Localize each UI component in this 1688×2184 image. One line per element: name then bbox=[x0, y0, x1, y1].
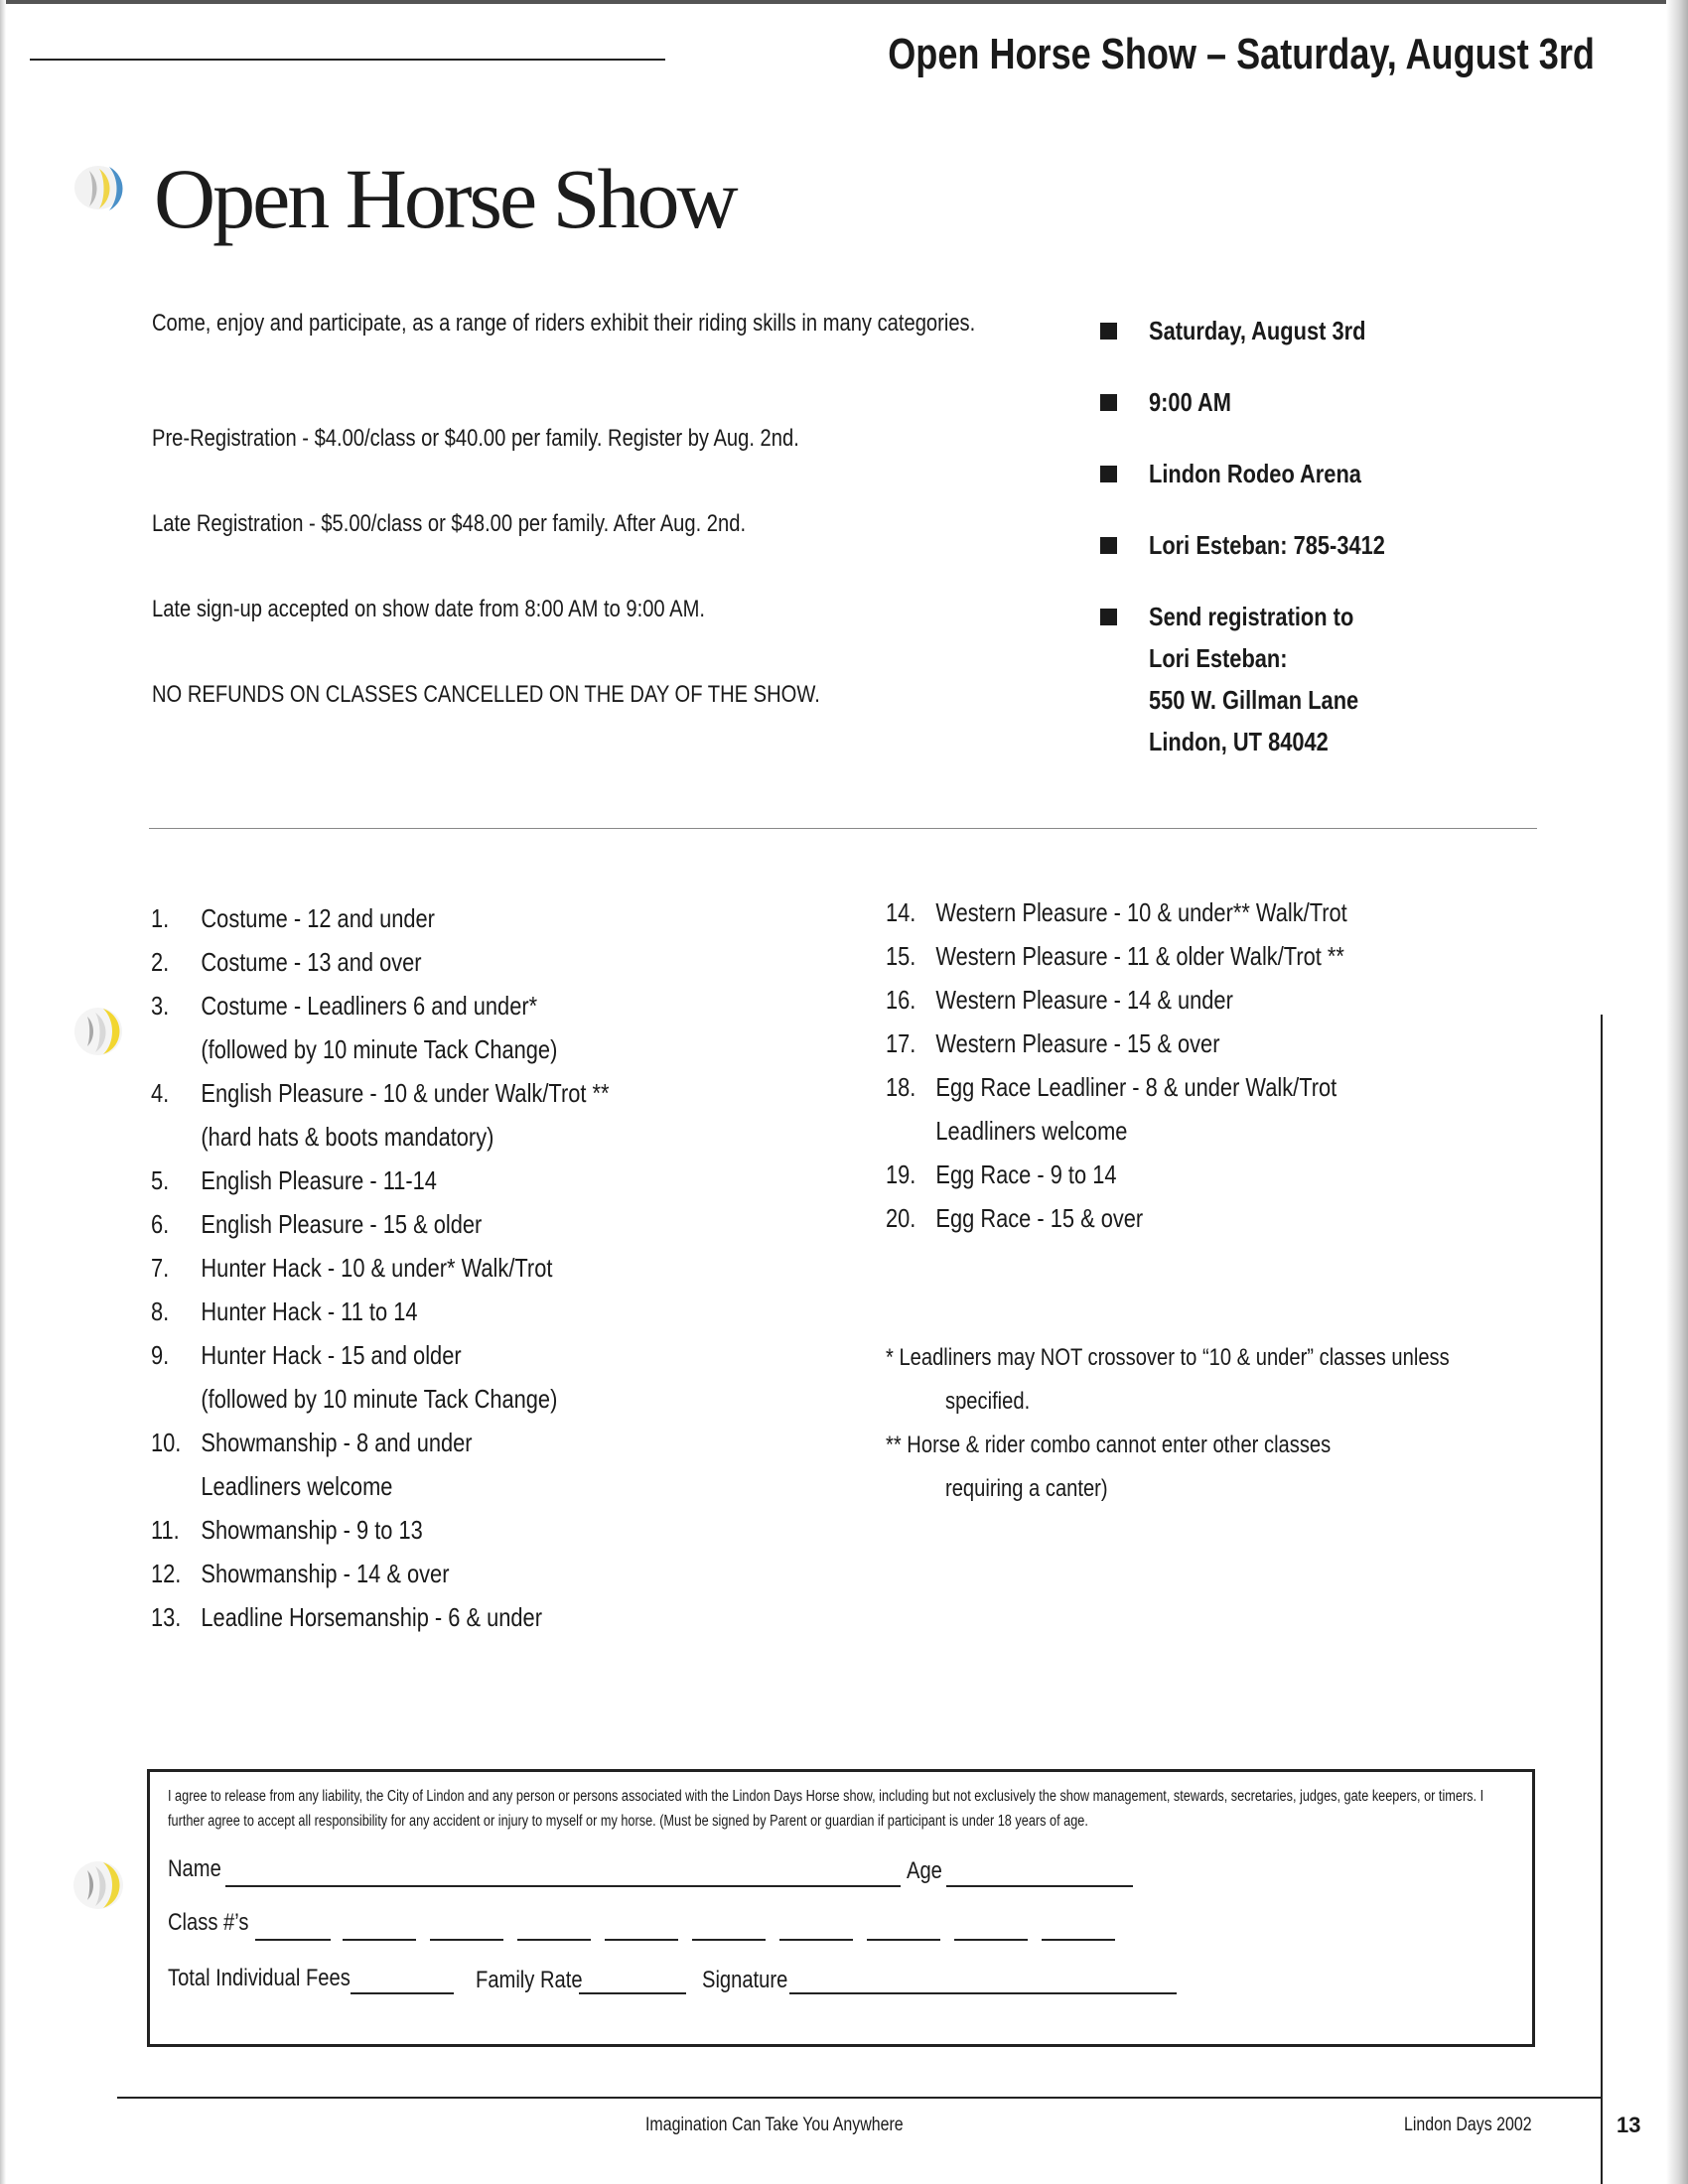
swirl-logo-icon bbox=[70, 1003, 127, 1060]
intro-description: Come, enjoy and participate, as a range of riders exhibit their riding skills in many categories. bbox=[152, 310, 976, 337]
class-numbers-label: Class #’s bbox=[168, 1909, 249, 1936]
class-description: Costume - 12 and under bbox=[201, 903, 435, 933]
registration-form bbox=[147, 1769, 1535, 2047]
info-contact: Lori Esteban: 785-3412 bbox=[1100, 530, 1430, 566]
class-item bbox=[151, 896, 489, 940]
class-description: English Pleasure - 10 & under Walk/Trot ** bbox=[201, 1078, 610, 1108]
class-number-field[interactable] bbox=[954, 1939, 1028, 1941]
class-item bbox=[151, 1552, 506, 1595]
class-description: (followed by 10 minute Tack Change) bbox=[201, 1384, 558, 1414]
class-description: Egg Race - 15 & over bbox=[935, 1203, 1144, 1233]
name-field[interactable] bbox=[225, 1885, 901, 1887]
class-item bbox=[151, 1290, 469, 1333]
page-number: 13 bbox=[1617, 2113, 1641, 2137]
scan-top-edge bbox=[0, 0, 1688, 4]
class-description: Leadliners welcome bbox=[201, 1471, 393, 1501]
class-description: Western Pleasure - 11 & older Walk/Trot ** bbox=[935, 941, 1344, 971]
class-number: 10. bbox=[151, 1428, 182, 1457]
section-divider bbox=[149, 828, 1537, 829]
class-number: 3. bbox=[151, 991, 170, 1021]
pre-registration-text: Pre-Registration - $4.00/class or $40.00 per family. Register by Aug. 2nd. bbox=[152, 425, 799, 452]
signature-label: Signature bbox=[702, 1967, 788, 1993]
class-description: Western Pleasure - 10 & under** Walk/Trot bbox=[935, 897, 1347, 927]
info-date: Saturday, August 3rd bbox=[1100, 316, 1407, 351]
class-description: Showmanship - 14 & over bbox=[201, 1559, 450, 1588]
class-number: 4. bbox=[151, 1078, 170, 1108]
class-number: 16. bbox=[886, 985, 916, 1015]
class-number-field[interactable] bbox=[779, 1939, 853, 1941]
class-number: 11. bbox=[151, 1515, 180, 1545]
no-refunds-text: NO REFUNDS ON CLASSES CANCELLED ON THE DAY OF THE SHOW. bbox=[152, 681, 820, 708]
class-number: 6. bbox=[151, 1209, 170, 1239]
class-description: Showmanship - 9 to 13 bbox=[201, 1515, 423, 1545]
class-item bbox=[151, 1508, 475, 1552]
square-bullet-icon bbox=[1100, 394, 1117, 411]
class-item bbox=[886, 934, 1432, 978]
class-description: Showmanship - 8 and under bbox=[201, 1428, 473, 1457]
class-description: English Pleasure - 11-14 bbox=[201, 1165, 437, 1195]
send-line: Lindon, UT 84042 bbox=[1149, 727, 1329, 756]
send-line: Send registration to bbox=[1149, 602, 1354, 631]
class-description: Hunter Hack - 15 and older bbox=[201, 1340, 462, 1370]
name-label: Name bbox=[168, 1855, 221, 1882]
class-item bbox=[886, 1022, 1284, 1065]
class-number-field[interactable] bbox=[1042, 1939, 1115, 1941]
class-item bbox=[151, 1202, 545, 1246]
class-number-field[interactable] bbox=[343, 1939, 416, 1941]
class-number: 18. bbox=[886, 1072, 916, 1102]
class-number: 8. bbox=[151, 1297, 170, 1326]
late-registration-text: Late Registration - $5.00/class or $48.00 per family. After Aug. 2nd. bbox=[152, 510, 747, 537]
class-number: 2. bbox=[151, 947, 170, 977]
class-description: Egg Race Leadliner - 8 & under Walk/Trot bbox=[935, 1072, 1337, 1102]
send-line: Lori Esteban: bbox=[1149, 643, 1288, 673]
family-rate-field[interactable] bbox=[579, 1992, 686, 1994]
right-margin-rule bbox=[1601, 1015, 1603, 2184]
page-title: Open Horse Show bbox=[154, 151, 736, 246]
class-number: 13. bbox=[151, 1602, 182, 1632]
class-description: Costume - 13 and over bbox=[201, 947, 422, 977]
class-number-field[interactable] bbox=[692, 1939, 766, 1941]
info-time: 9:00 AM bbox=[1100, 387, 1247, 423]
class-description: Leadliners welcome bbox=[935, 1116, 1128, 1146]
class-number-field[interactable] bbox=[430, 1939, 503, 1941]
square-bullet-icon bbox=[1100, 323, 1117, 340]
late-signup-text: Late sign-up accepted on show date from 8:00 AM to 9:00 AM. bbox=[152, 596, 705, 622]
running-title: Open Horse Show – Saturday, August 3rd bbox=[888, 30, 1595, 78]
class-item bbox=[151, 1595, 617, 1639]
class-description: Western Pleasure - 15 & over bbox=[935, 1028, 1220, 1058]
header-rule bbox=[30, 59, 665, 61]
class-item bbox=[151, 1246, 629, 1290]
class-description: Egg Race - 9 to 14 bbox=[935, 1160, 1117, 1189]
family-rate-label: Family Rate bbox=[476, 1967, 583, 1993]
scan-right-edge bbox=[1666, 0, 1688, 2184]
swirl-logo-icon bbox=[70, 1856, 127, 1914]
class-item bbox=[886, 1153, 1161, 1196]
class-number: 1. bbox=[151, 903, 170, 933]
class-description: Hunter Hack - 11 to 14 bbox=[201, 1297, 418, 1326]
class-item bbox=[151, 1333, 634, 1421]
class-item bbox=[151, 1421, 533, 1508]
class-number-field[interactable] bbox=[517, 1939, 591, 1941]
footer-publication: Lindon Days 2002 bbox=[1404, 2115, 1532, 2135]
class-number: 14. bbox=[886, 897, 916, 927]
class-description: (hard hats & boots mandatory) bbox=[201, 1122, 494, 1152]
class-item bbox=[886, 1065, 1423, 1153]
note-double-star: ** Horse & rider combo cannot enter other classes bbox=[886, 1432, 1332, 1458]
class-number: 7. bbox=[151, 1253, 170, 1283]
class-number: 17. bbox=[886, 1028, 916, 1058]
class-item bbox=[151, 1159, 492, 1202]
note-single-star: * Leadliners may NOT crossover to “10 & under” classes unless bbox=[886, 1344, 1450, 1371]
age-field[interactable] bbox=[946, 1885, 1133, 1887]
note-double-star-cont: requiring a canter) bbox=[945, 1475, 1108, 1502]
square-bullet-icon bbox=[1100, 466, 1117, 482]
signature-field[interactable] bbox=[789, 1992, 1177, 1994]
class-number-field[interactable] bbox=[867, 1939, 940, 1941]
class-number: 20. bbox=[886, 1203, 916, 1233]
total-fees-field[interactable] bbox=[351, 1992, 454, 1994]
square-bullet-icon bbox=[1100, 609, 1117, 625]
class-number: 19. bbox=[886, 1160, 916, 1189]
info-send-registration bbox=[1100, 602, 1398, 762]
class-item bbox=[151, 940, 473, 984]
class-description: English Pleasure - 15 & older bbox=[201, 1209, 483, 1239]
class-item bbox=[151, 1071, 696, 1159]
class-description: Costume - Leadliners 6 and under* bbox=[201, 991, 538, 1021]
note-single-star-cont: specified. bbox=[945, 1388, 1031, 1415]
send-line: 550 W. Gillman Lane bbox=[1149, 685, 1359, 715]
class-description: Hunter Hack - 10 & under* Walk/Trot bbox=[201, 1253, 553, 1283]
class-description: Western Pleasure - 14 & under bbox=[935, 985, 1233, 1015]
class-number: 9. bbox=[151, 1340, 170, 1370]
class-item bbox=[151, 984, 634, 1071]
class-description: Leadline Horsemanship - 6 & under bbox=[201, 1602, 542, 1632]
class-description: (followed by 10 minute Tack Change) bbox=[201, 1034, 558, 1064]
footer-slogan: Imagination Can Take You Anywhere bbox=[645, 2115, 904, 2135]
release-waiver-text: I agree to release from any liability, the City of Lindon and any person or persons associated with the Lindon Days Horse show, including but not exclusively the show management, stewards, secretaries, judges, gate keepers, or timers. I further agree to accept all responsibility for any accident or injury to myself or my horse. (Must be signed by Parent or guardian if participant is under 18 years of age. bbox=[168, 1788, 1484, 1830]
info-location: Lindon Rodeo Arena bbox=[1100, 459, 1402, 494]
age-label: Age bbox=[907, 1857, 942, 1884]
swirl-logo-icon bbox=[70, 159, 127, 216]
class-number-field[interactable] bbox=[255, 1939, 331, 1941]
class-item bbox=[886, 978, 1299, 1022]
class-number: 15. bbox=[886, 941, 916, 971]
class-item bbox=[886, 1196, 1193, 1240]
total-fees-label: Total Individual Fees bbox=[168, 1965, 351, 1991]
class-number: 12. bbox=[151, 1559, 182, 1588]
square-bullet-icon bbox=[1100, 537, 1117, 554]
class-number-field[interactable] bbox=[605, 1939, 678, 1941]
class-item bbox=[886, 890, 1435, 934]
scan-left-edge bbox=[0, 0, 6, 2184]
footer-rule bbox=[117, 2097, 1601, 2099]
class-number: 5. bbox=[151, 1165, 170, 1195]
